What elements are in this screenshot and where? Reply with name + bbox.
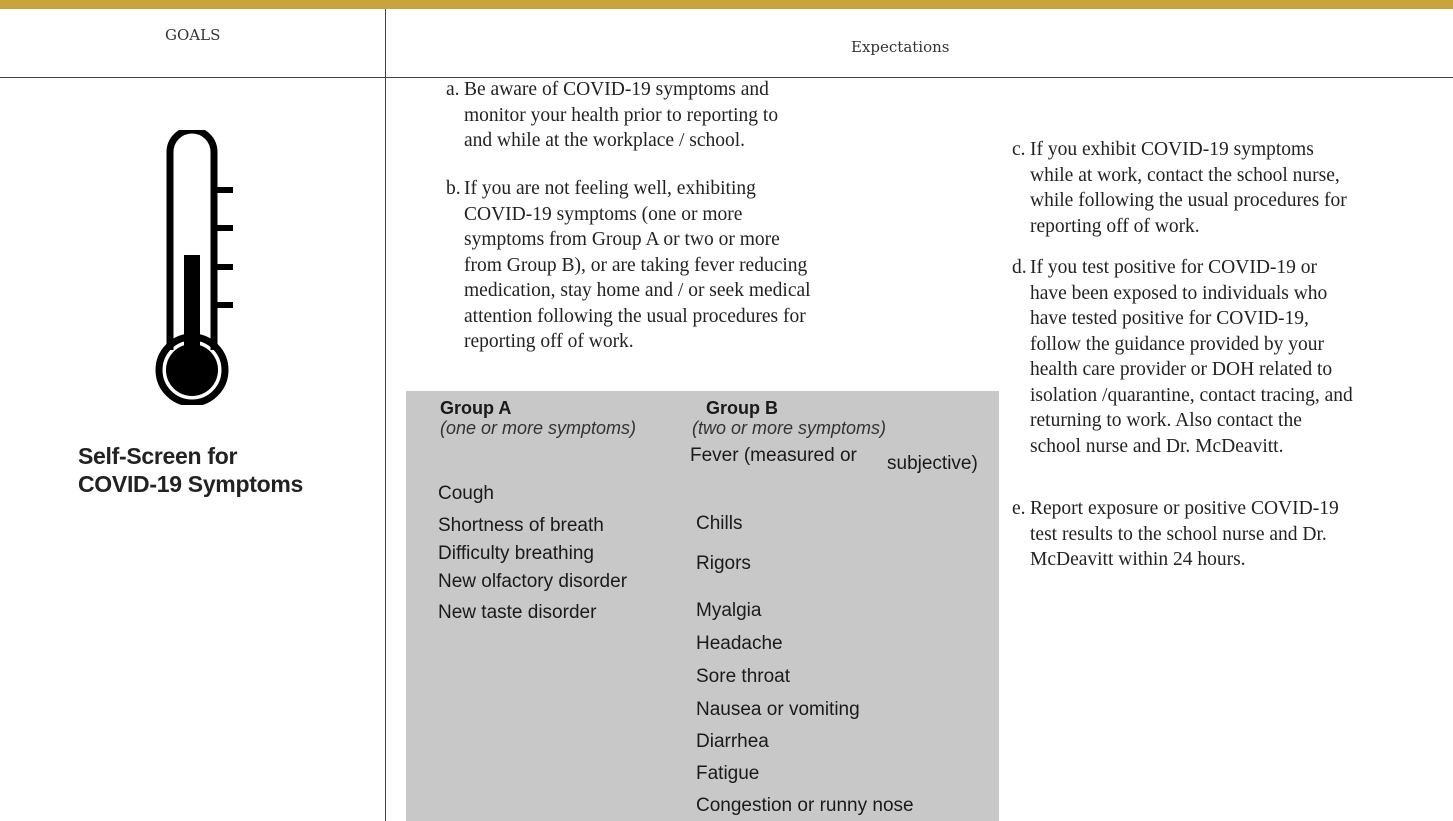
group-a-symptom: New olfactory disorder: [438, 571, 628, 592]
group-b-fever-cont: subjective): [887, 453, 978, 474]
item-line: reporting off of work.: [464, 331, 634, 352]
item-line: monitor your health prior to reporting to: [464, 104, 779, 126]
group-b-symptom: Myalgia: [696, 600, 762, 621]
item-line: test results to the school nurse and Dr.: [1030, 523, 1327, 545]
item-line: and while at the workplace / school.: [464, 130, 746, 151]
item-marker: a.: [446, 79, 460, 100]
item-line: have tested positive for COVID-19,: [1030, 308, 1309, 329]
thermometer-icon: [140, 130, 250, 405]
goal-title-line: Self-Screen for: [78, 443, 238, 469]
item-line: returning to work. Also contact the: [1030, 410, 1302, 431]
expectation-item-e: [1012, 496, 1339, 573]
expectation-item-a: [446, 77, 778, 154]
group-b-symptom: Chills: [696, 513, 743, 534]
item-line: while at work, contact the school nurse,: [1030, 164, 1340, 186]
item-line: If you test positive for COVID-19 or: [1030, 257, 1318, 278]
item-line: from Group B), or are taking fever reducing: [464, 254, 808, 276]
group-a-symptom: New taste disorder: [438, 602, 597, 623]
group-b-symptom: Sore throat: [696, 666, 790, 687]
group-b-symptom: Nausea or vomiting: [696, 699, 860, 720]
item-marker: e.: [1012, 498, 1026, 519]
group-b-symptom: Fatigue: [696, 763, 760, 784]
group-b-subtitle: (two or more symptoms): [692, 418, 887, 438]
group-b-symptom: Diarrhea: [696, 731, 769, 752]
goal-title-line: COVID-19 Symptoms: [78, 471, 303, 497]
item-line: attention following the usual procedures for: [464, 305, 806, 327]
group-a-symptom: Cough: [438, 483, 494, 504]
item-line: If you are not feeling well, exhibiting: [464, 178, 756, 199]
item-line: COVID-19 symptoms (one or more: [464, 203, 743, 225]
item-line: McDeavitt within 24 hours.: [1030, 549, 1246, 570]
expectations-header: Expectations: [851, 38, 950, 56]
group-a-title: Group A: [440, 398, 512, 418]
item-line: isolation /quarantine, contact tracing, and: [1030, 384, 1353, 406]
item-marker: d.: [1012, 257, 1027, 278]
item-line: while following the usual procedures for: [1030, 190, 1347, 211]
column-divider: [385, 9, 386, 821]
group-b-symptom: Rigors: [696, 553, 751, 574]
item-line: medication, stay home and / or seek medical: [464, 280, 811, 301]
item-line: reporting off of work.: [1030, 215, 1200, 237]
item-line: have been exposed to individuals who: [1030, 282, 1328, 304]
group-b-symptom: Congestion or runny nose: [696, 795, 914, 816]
item-line: health care provider or DOH related to: [1030, 359, 1333, 380]
goals-header: GOALS: [165, 26, 221, 44]
group-a-symptom: Shortness of breath: [438, 515, 604, 536]
accent-top-bar: [0, 0, 1453, 9]
item-line: If you exhibit COVID-19 symptoms: [1030, 139, 1314, 160]
item-line: Report exposure or positive COVID-19: [1030, 498, 1339, 519]
group-b-title: Group B: [706, 398, 778, 418]
item-line: school nurse and Dr. McDeavitt.: [1030, 435, 1284, 457]
goal-title: [78, 442, 303, 498]
item-line: Be aware of COVID-19 symptoms and: [464, 79, 769, 100]
item-marker: b.: [446, 178, 461, 199]
group-a-subtitle: (one or more symptoms): [440, 418, 637, 438]
item-line: symptoms from Group A or two or more: [464, 229, 780, 250]
expectation-item-d: [1012, 255, 1353, 459]
expectation-item-c: [1012, 137, 1347, 239]
item-marker: c.: [1012, 139, 1026, 160]
group-b-fever: Fever (measured or: [690, 445, 857, 466]
expectation-item-b: [446, 176, 811, 355]
group-b-symptom: Headache: [696, 633, 783, 654]
group-a-symptom: Difficulty breathing: [438, 543, 594, 564]
item-line: follow the guidance provided by your: [1030, 333, 1325, 355]
